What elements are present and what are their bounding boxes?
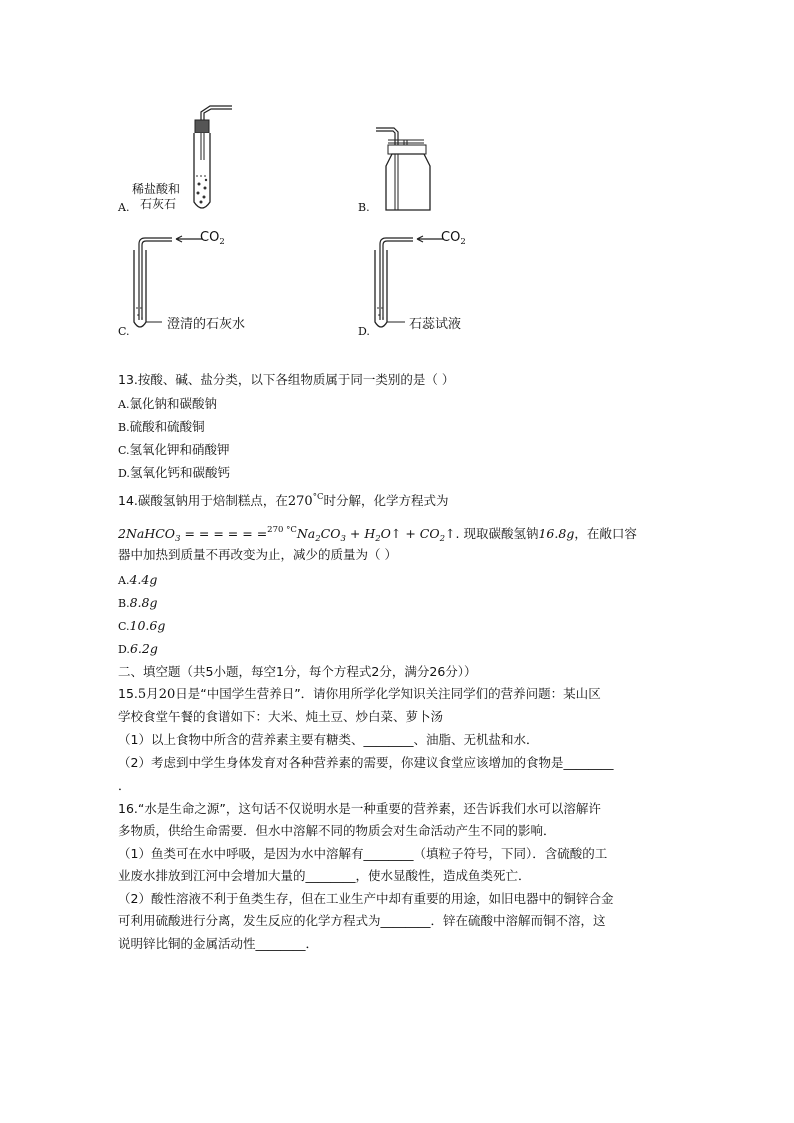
q14-stem: 14.碳酸氢钠用于焙制糕点，在$270^{^\circ C}$时分解，化学方程式为 bbox=[118, 492, 449, 509]
q16-line2: 多物质，供给生命需要．但水中溶解不同的物质会对生命活动产生不同的影响． bbox=[118, 823, 556, 838]
q13-option-c: C.氢氧化钾和硝酸钾 bbox=[118, 442, 230, 457]
q14-option-b: B.8.8g bbox=[118, 595, 158, 610]
test-tube bbox=[194, 133, 210, 208]
test-tube bbox=[134, 250, 146, 327]
section-2-heading: 二、填空题（共5小题，每空1分，每个方程式2分，满分26分）） bbox=[118, 664, 477, 679]
q15-line4: （2）考虑到中学生身体发育对各种营养素的需要，你建议食堂应该增加的食物是________ bbox=[118, 755, 614, 770]
q14-equation: 2NaHCO$_3$ = = = = = $=^{270 ^\circ C}Na_2CO_3$ + $H_2O↑$ + $CO_2↑$. 现取碳酸氢钠16.8g，在敞口容 bbox=[118, 525, 637, 544]
gas-bottle-b-diagram bbox=[374, 122, 454, 222]
figure-a-letter: A. bbox=[118, 201, 130, 214]
figure-d-label: 石蕊试液 bbox=[409, 317, 462, 332]
q14-line3: 器中加热到质量不再改变为止，减少的质量为（ ） bbox=[118, 547, 397, 562]
figure-a-label-1: 稀盐酸和 bbox=[132, 182, 181, 196]
q13-option-b: B.硫酸和硫酸铜 bbox=[118, 419, 205, 434]
figure-a-label-2: 石灰石 bbox=[140, 197, 177, 211]
q16-line1: 16.“水是生命之源”，这句话不仅说明水是一种重要的营养素，还告诉我们水可以溶解许 bbox=[118, 801, 601, 816]
test-tube bbox=[375, 250, 387, 327]
figure-d-gas: $CO_2$ bbox=[441, 230, 466, 247]
q13-option-d: D.氢氧化钙和碳酸钙 bbox=[118, 465, 230, 480]
figure-c-gas: $CO_2$ bbox=[200, 230, 225, 247]
arrow-icon bbox=[176, 236, 202, 242]
q15-line3: （1）以上食物中所含的营养素主要有糖类、________、油脂、无机盐和水． bbox=[118, 732, 539, 747]
arrow-icon bbox=[417, 236, 443, 242]
figure-b-letter: B. bbox=[358, 201, 370, 214]
q16-line5: （2）酸性溶液不利于鱼类生存，但在工业生产中却有重要的用途，如旧电器中的铜锌合金 bbox=[118, 891, 614, 906]
figure-c-letter: C. bbox=[118, 325, 130, 338]
rubber-stopper bbox=[195, 120, 209, 133]
figure-c-label: 澄清的石灰水 bbox=[167, 317, 246, 332]
q15-line1: 15.5月20日是“中国学生营养日”．请你用所学化学知识关注同学们的营养问题：某山区 bbox=[118, 686, 601, 702]
gas-bottle bbox=[386, 154, 430, 210]
q14-option-c: C.10.6g bbox=[118, 618, 166, 633]
q16-line4: 业废水排放到江河中会增加大量的________，使水显酸性，造成鱼类死亡． bbox=[118, 868, 531, 883]
q13-option-a: A.氯化钠和碳酸钠 bbox=[118, 396, 217, 411]
q14-option-d: D.6.2g bbox=[118, 641, 158, 656]
q15-line5: ． bbox=[118, 778, 131, 793]
q14-option-a: A.4.4g bbox=[118, 572, 158, 587]
q13-stem: 13.按酸、碱、盐分类，以下各组物质属于同一类别的是（ ） bbox=[118, 372, 455, 387]
q16-line6: 可利用硫酸进行分离，发生反应的化学方程式为________．锌在硫酸中溶解而铜不溶，这 bbox=[118, 913, 606, 928]
figure-d-letter: D. bbox=[358, 325, 370, 338]
q15-line2: 学校食堂午餐的食谱如下：大米、炖土豆、炒白菜、萝卜汤 bbox=[118, 709, 444, 724]
test-tube-apparatus-a-diagram bbox=[180, 100, 250, 220]
q16-line3: （1）鱼类可在水中呼吸，是因为水中溶解有________（填粒子符号，下同）．含硫酸的工 bbox=[118, 846, 608, 861]
q16-line7: 说明锌比铜的金属活动性________． bbox=[118, 936, 319, 951]
